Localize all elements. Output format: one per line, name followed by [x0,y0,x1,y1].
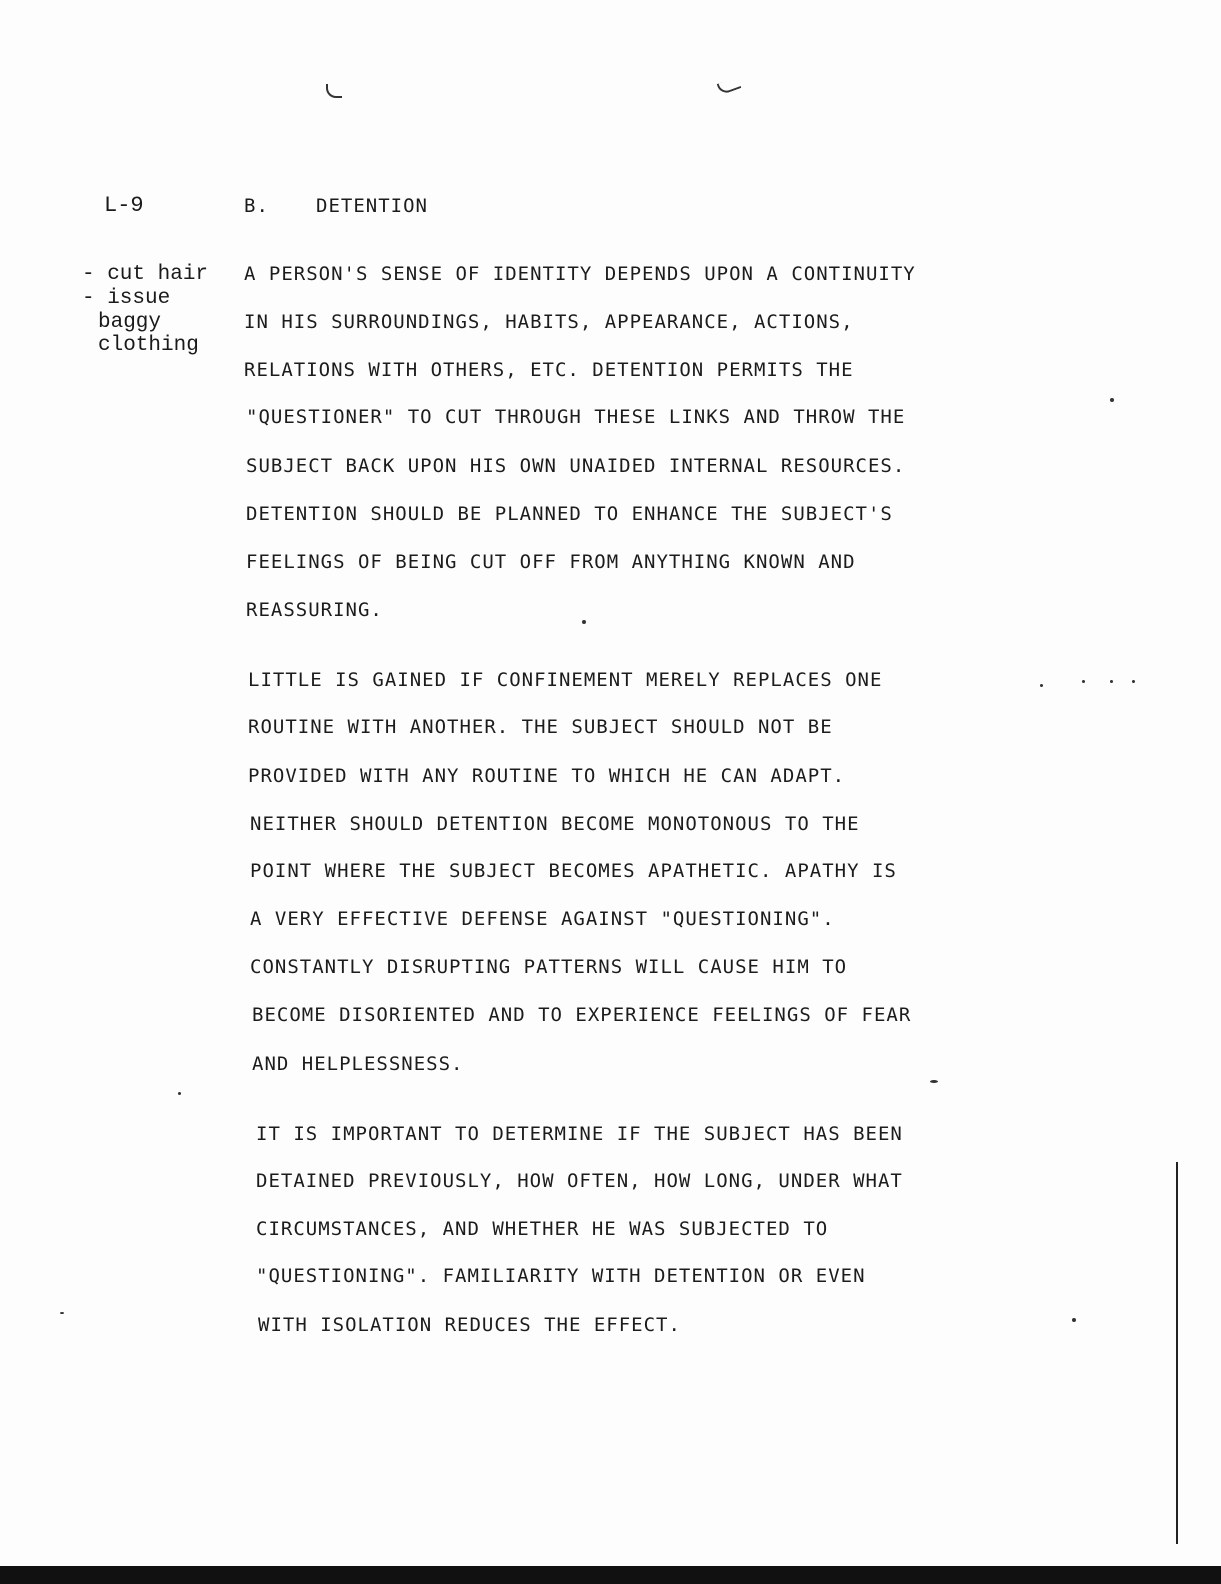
paragraph-line: LITTLE IS GAINED IF CONFINEMENT MERELY REPLACES ONE [248,669,883,691]
scan-speck [582,620,586,624]
paragraph-line: CIRCUMSTANCES, AND WHETHER HE WAS SUBJECTED TO [256,1218,829,1240]
scan-bottom-edge [0,1566,1221,1584]
paragraph-line: IT IS IMPORTANT TO DETERMINE IF THE SUBJECT HAS BEEN [256,1123,903,1145]
scan-speck [1040,684,1043,687]
scan-speck [1072,1318,1076,1322]
paragraph-line: DETENTION SHOULD BE PLANNED TO ENHANCE THE SUBJECT'S [246,503,893,525]
paragraph-line: IN HIS SURROUNDINGS, HABITS, APPEARANCE, ACTIONS, [244,311,854,333]
paragraph-line: A VERY EFFECTIVE DEFENSE AGAINST "QUESTIONING". [250,908,835,930]
paragraph-line: WITH ISOLATION REDUCES THE EFFECT. [258,1314,681,1336]
paragraph-line: DETAINED PREVIOUSLY, HOW OFTEN, HOW LONG, UNDER WHAT [256,1170,903,1192]
paragraph-line: A PERSON'S SENSE OF IDENTITY DEPENDS UPON A CONTINUITY [244,263,916,285]
scan-speck [1082,680,1085,683]
margin-note-cut-hair: - cut hair [82,263,209,286]
scan-speck [930,1080,938,1083]
paragraph-line: CONSTANTLY DISRUPTING PATTERNS WILL CAUSE HIM TO [250,956,848,978]
paragraph-line: FEELINGS OF BEING CUT OFF FROM ANYTHING KNOWN AND [246,551,856,573]
paragraph-line: RELATIONS WITH OTHERS, ETC. DETENTION PERMITS THE [244,359,854,381]
scan-edge-rule [1176,1162,1178,1544]
scan-speck [1132,680,1135,683]
paragraph-line: AND HELPLESSNESS. [252,1053,464,1075]
section-letter: B. [244,195,269,217]
scan-speck [1110,398,1114,402]
margin-note-issue: - issue [82,287,171,310]
margin-note-baggy: baggy [98,311,162,334]
scan-mark-left [326,84,342,98]
page-label: L-9 [104,193,144,218]
paragraph-line: ROUTINE WITH ANOTHER. THE SUBJECT SHOULD NOT BE [248,716,833,738]
paragraph-line: REASSURING. [246,599,383,621]
scan-mark-center [717,77,742,96]
paragraph-line: BECOME DISORIENTED AND TO EXPERIENCE FEELINGS OF FEAR [252,1004,912,1026]
paragraph-line: "QUESTIONER" TO CUT THROUGH THESE LINKS AND THROW THE [246,406,906,428]
paragraph-line: "QUESTIONING". FAMILIARITY WITH DETENTION OR EVEN [256,1265,866,1287]
scan-speck [178,1092,181,1095]
paragraph-line: SUBJECT BACK UPON HIS OWN UNAIDED INTERNAL RESOURCES. [246,455,906,477]
paragraph-line: PROVIDED WITH ANY ROUTINE TO WHICH HE CAN ADAPT. [248,765,846,787]
scan-speck [1110,680,1113,683]
scan-speck [60,1312,64,1314]
section-title: DETENTION [316,195,428,217]
paragraph-line: NEITHER SHOULD DETENTION BECOME MONOTONOUS TO THE [250,813,860,835]
paragraph-line: POINT WHERE THE SUBJECT BECOMES APATHETIC. APATHY IS [250,860,897,882]
margin-note-clothing: clothing [98,334,199,357]
